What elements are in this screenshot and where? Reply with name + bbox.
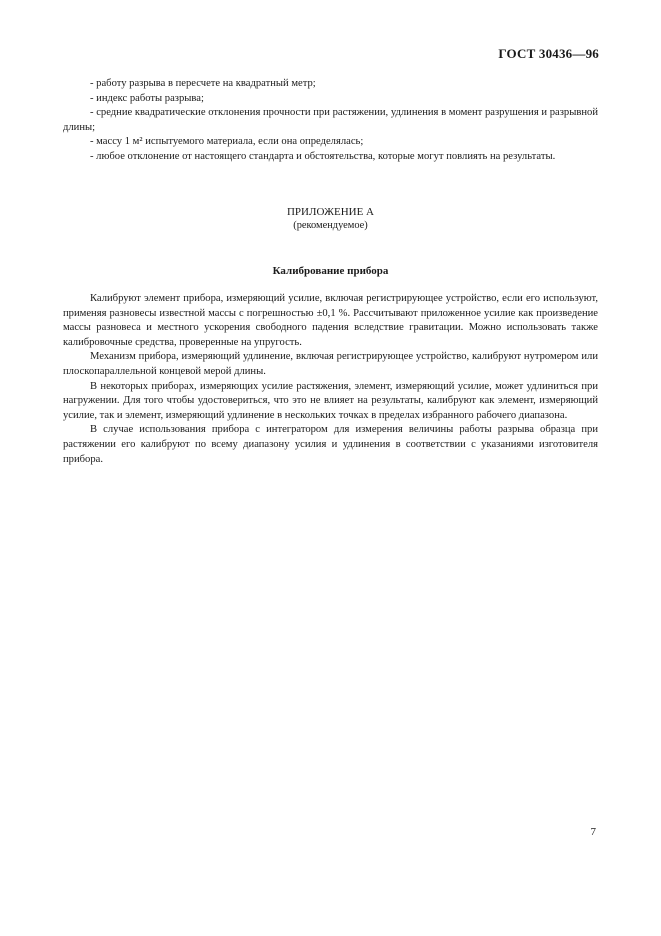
paragraph: В случае использования прибора с интегратором для измерения величины работы разрыва образца при растяжении его калибруют по всему диапазону усилия и удлинения в соответствии с указаниями изготовителя прибора. [63, 424, 598, 465]
paragraph: Калибруют элемент прибора, измеряющий усилие, включая регистрирующее устройство, если его используют, применяя разновесы известной массы с погрешностью ±0,1 %. Рассчитывают приложенное усилие как произведение массы разновеса и местного ускорения свободного падения вследствие гравитации. Можно использовать также калибровочные средства, проверенные на упругость. [63, 293, 598, 348]
list-item: - любое отклонение от настоящего стандарта и обстоятельства, которые могут повлиять на результаты. [90, 150, 556, 162]
appendix-subtitle: (рекомендуемое) [293, 220, 368, 231]
appendix-heading [0, 206, 661, 232]
list-item: - индекс работы разрыва; [90, 92, 204, 104]
report-items-list [63, 77, 598, 165]
appendix-title: ПРИЛОЖЕНИЕ А [286, 206, 374, 218]
section-title: Калибрование прибора [272, 265, 389, 277]
list-item: - массу 1 м² испытуемого материала, если она определялась; [90, 136, 364, 148]
document-code: ГОСТ 30436—96 [498, 46, 599, 61]
paragraph: В некоторых приборах, измеряющих усилие растяжения, элемент, измеряющий усилие, может удлиниться при нагружении. Для того чтобы удостовериться, что это не влияет на результаты, калибруют как элемент, измеряющий усилие, так и элемент, измеряющий удлинение в нескольких точках в пределах избранного рабочего диапазона. [63, 380, 598, 421]
paragraph: Механизм прибора, измеряющий удлинение, включая регистрирующее устройство, калибруют нутромером или плоскопараллельной концевой мерой длины. [63, 351, 598, 377]
list-item: - средние квадратические отклонения прочности при растяжении, удлинения в момент разрушения и разрывной длины; [63, 107, 598, 133]
list-item: - работу разрыва в пересчете на квадратный метр; [90, 78, 316, 89]
page-number: 7 [590, 826, 596, 838]
section-body [63, 292, 598, 467]
